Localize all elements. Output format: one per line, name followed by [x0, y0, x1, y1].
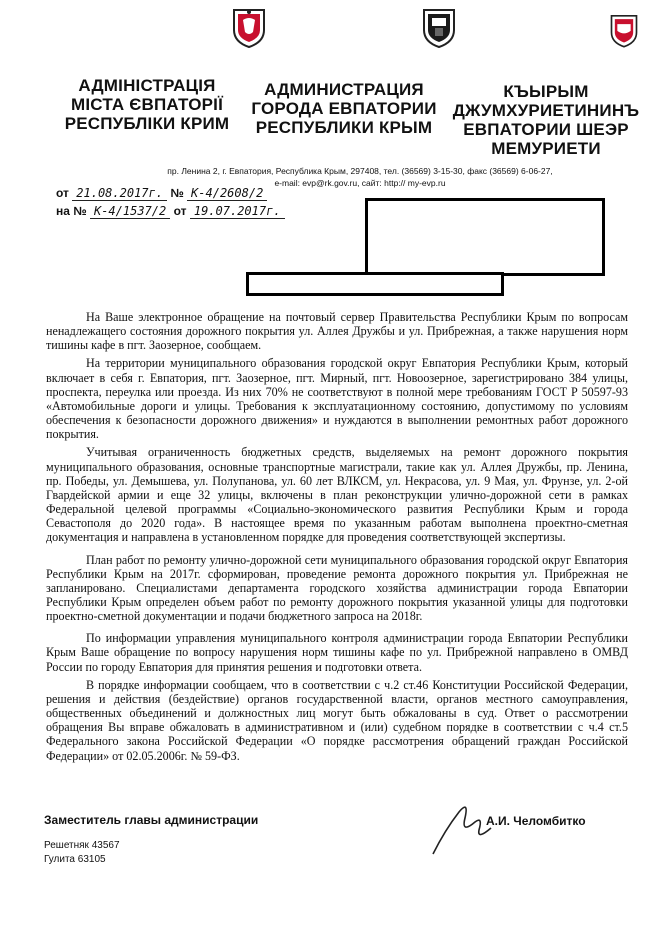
number-label: №	[170, 186, 184, 200]
incoming-reference	[56, 204, 285, 219]
body-paragraph-6: В порядке информации сообщаем, что в соответствии с ч.2 ст.46 Конституции Российской Федерации, решения и действия (бездействие) органов государственной власти, органов местного самоуправления, общественных объединений и должностных лиц могут быть обжалованы в суд. Ответ о рассмотрении обращения Вы вправе обжаловать в административном и (или) судебном порядке в соответствии с ч.4 ст.5 Федерального закона Российской Федерации «О порядке рассмотрения обращений граждан Российской Федерации» от 02.05.2006г. № 59-ФЗ.	[46, 677, 628, 763]
outgoing-reference	[56, 186, 267, 201]
evpatoria-city-emblem-icon	[609, 10, 639, 50]
crimea-coat-of-arms-icon	[231, 6, 267, 48]
header-russian-line-1: АДМИНИСТРАЦИЯ	[264, 80, 424, 99]
header-crimean-tatar-line-2: ДЖУМХУРИЕТИНИНЪ	[452, 101, 640, 120]
header-ukrainian-line-2: МІСТА ЄВПАТОРІЇ	[70, 95, 223, 114]
header-russian-line-2: ГОРОДА ЕВПАТОРИИ	[251, 99, 437, 118]
signatory-name: А.И. Челомбитко	[486, 814, 586, 828]
body-paragraph-5: По информации управления муниципального контроля администрации города Евпатории Республики Крым Ваше обращение по вопросу нарушения норм тишины кафе по ул. Прибрежной направлено в ОМВД России по городу Евпатория для принятия решения и подготовки ответа.	[46, 631, 628, 674]
outgoing-number: К-4/2608/2	[187, 186, 267, 201]
contact-web: e-mail: evp@rk.gov.ru, сайт: http:// my-evp.ru	[274, 178, 446, 188]
header-russian	[248, 80, 440, 137]
evpatoria-coat-of-arms-icon	[421, 6, 457, 48]
outgoing-date: 21.08.2017г.	[72, 186, 167, 201]
from-label: от	[56, 186, 69, 200]
redacted-addressee-line	[246, 272, 504, 296]
header-russian-line-3: РЕСПУБЛИКИ КРЫМ	[255, 118, 433, 137]
body-paragraph-3: Учитывая ограниченность бюджетных средств, выделяемых на ремонт дорожного покрытия муниципального образования, основные транспортные магистрали, такие как ул. Аллея Дружбы, пр. Ленина, пр. Победы, ул. Демышева, ул. Полупанова, ул. 60 лет ВЛКСМ, ул. Некрасова, ул. 9 Мая, ул. Фрунзе, ул. 2-ой Гвардейской армии и еще 32 улицы, включены в план реконструкции улично-дорожной сети в рамках Федеральной целевой программы «Социально-экономического развития Республики Крым и города Севастополя до 2020 года». В настоящее время по указанным работам выполнена проектно-сметная документация и направлена в установленном порядке для проведения соответствующей экспертизы.	[46, 445, 628, 545]
body-paragraph-2: На территории муниципального образования городской округ Евпатория Республики Крым, который включает в себя г. Евпатория, пгт. Заозерное, пгт. Мирный, пгт. Новоозерное, зарегистрировано 384 улицы, проспекта, переулка или проезда. Из них 70% не соответствуют в полной мере требованиям ГОСТ Р 50597-93 «Автомобильные дороги и улицы. Требования к эксплуатационному состоянию, допустимому по условиям обеспечения к безопасности дорожного движения» и нуждаются в выполнении ремонтных работ дорожного покрытия.	[46, 356, 628, 442]
incoming-number: К-4/1537/2	[90, 204, 170, 219]
contact-address: пр. Ленина 2, г. Евпатория, Республика Крым, 297408, тел. (36569) 3-15-30, факс (36569) 6-06-27,	[167, 166, 553, 176]
header-crimean-tatar-line-3: ЕВПАТОРИИ ШЕЭР	[463, 120, 629, 139]
header-ukrainian-line-1: АДМІНІСТРАЦІЯ	[78, 76, 216, 95]
header-crimean-tatar	[444, 82, 648, 158]
executor-1: Решетняк 43567	[44, 840, 120, 851]
body-paragraph-1: На Ваше электронное обращение на почтовый сервер Правительства Республики Крым по вопросам ненадлежащего состояния дорожного покрытия ул. Аллея Дружбы и ул. Прибрежная, а также нарушения норм тишины кафе в пгт. Заозерное, сообщаем.	[46, 310, 628, 353]
redacted-addressee-block	[365, 198, 605, 276]
to-label: на №	[56, 204, 87, 218]
header-ukrainian	[58, 76, 236, 133]
header-ukrainian-line-3: РЕСПУБЛІКИ КРИМ	[64, 114, 230, 133]
body-paragraph-4: План работ по ремонту улично-дорожной сети муниципального образования городской округ Евпатория Республики Крым на 2017г. сформирован, проведение ремонта дорожного покрытия ул. Прибрежная не запланировано. Специалистами департамента городского хозяйства администрации города Евпатории Республики Крым определен объем работ по ремонту дорожного покрытия указанной улицы для подготовки проектно-сметной документации и подачи бюджетного запроса на 2018г.	[46, 552, 628, 624]
header-crimean-tatar-line-1: КЪЫРЫМ	[503, 82, 589, 101]
letter-body	[46, 310, 628, 767]
executor-2: Гулита 63105	[44, 854, 106, 865]
to-from-label: от	[173, 204, 187, 218]
signatory-title: Заместитель главы администрации	[44, 813, 259, 827]
header-crimean-tatar-line-4: МЕМУРИЕТИ	[491, 139, 601, 158]
incoming-date: 19.07.2017г.	[190, 204, 285, 219]
